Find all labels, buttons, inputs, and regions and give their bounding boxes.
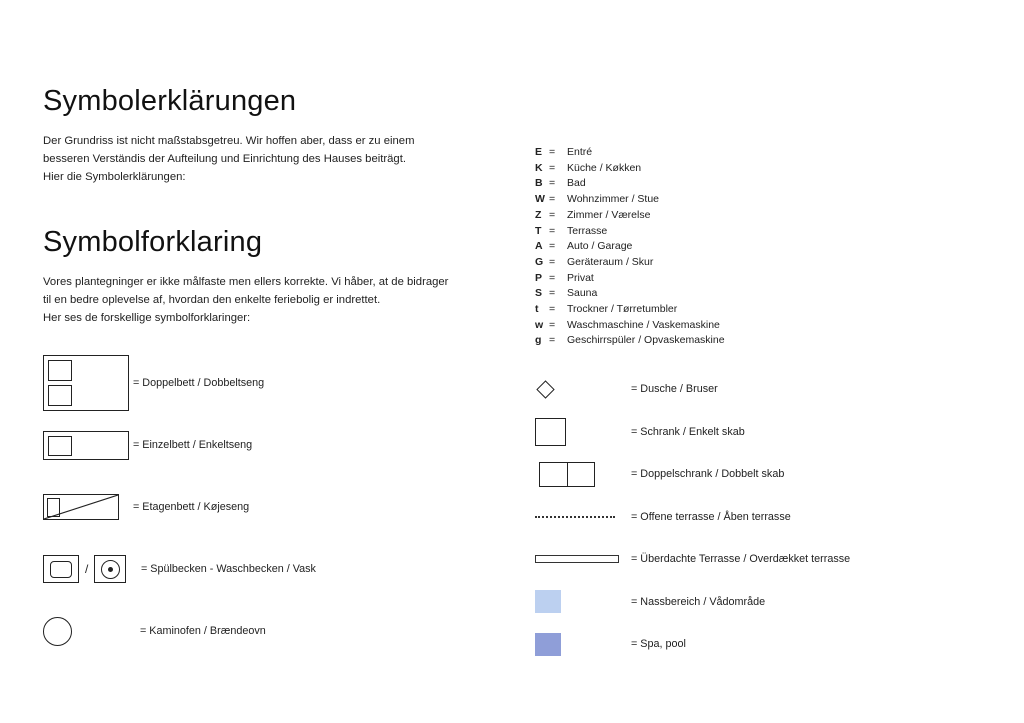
abbreviation-row — [535, 145, 975, 161]
legend-label: = Etagenbett / Køjeseng — [133, 501, 250, 513]
abbr-equals: = — [549, 193, 556, 206]
legend-item-shower — [535, 368, 995, 411]
abbreviation-row — [535, 208, 975, 224]
abbr-equals: = — [549, 240, 556, 253]
legend-item-spa-pool — [535, 623, 995, 666]
legend-label: = Offene terrasse / Åben terrasse — [631, 510, 791, 523]
bunk-bed-diagonal-icon — [44, 495, 118, 519]
legend-text-column — [43, 85, 513, 331]
abbreviation-row — [535, 286, 975, 302]
legend-label: = Spa, pool — [631, 638, 686, 651]
abbr-key: G — [535, 255, 544, 268]
legend-label: = Kaminofen / Brændeovn — [140, 625, 266, 637]
shower-icon — [535, 383, 631, 396]
legend-label: = Dusche / Bruser — [631, 383, 718, 396]
wood-stove-icon — [43, 603, 133, 659]
wet-area-swatch-icon — [535, 590, 631, 613]
abbr-equals: = — [549, 224, 556, 237]
legend-label: = Schrank / Enkelt skab — [631, 425, 745, 438]
abbr-key: E — [535, 146, 543, 158]
abbreviation-row — [535, 161, 975, 177]
left-symbol-list — [43, 352, 513, 662]
abbr-key: P — [535, 271, 543, 284]
abbr-equals: = — [549, 161, 556, 174]
abbr-key: S — [535, 287, 543, 300]
abbr-value: Wohnzimmer / Stue — [567, 193, 660, 206]
covered-terrace-icon — [535, 555, 631, 563]
abbr-value: Zimmer / Værelse — [567, 208, 651, 221]
intro-de-line-1: Der Grundriss ist nicht maßstabsgetreu. Wir hoffen aber, dass er zu einem — [43, 135, 415, 147]
abbr-key: W — [535, 193, 545, 206]
single-bed-icon — [43, 417, 133, 473]
legend-label: = Doppelschrank / Dobbelt skab — [631, 468, 785, 481]
abbr-value: Entré — [567, 146, 593, 158]
legend-item-wood-stove — [43, 600, 513, 662]
legend-label: = Überdachte Terrasse / Overdækket terrasse — [631, 553, 851, 566]
legend-label: = Nassbereich / Vådområde — [631, 595, 766, 608]
legend-item-single-bed — [43, 414, 513, 476]
abbreviation-row — [535, 302, 975, 318]
intro-da-line-3: Her ses de forskellige symbolforklaringer: — [43, 312, 251, 324]
sink-icon — [43, 541, 133, 597]
abbr-equals: = — [549, 208, 556, 221]
abbr-equals: = — [549, 334, 556, 347]
double-bed-icon — [43, 355, 133, 411]
abbr-key: Z — [535, 208, 542, 221]
intro-da-line-1: Vores plantegninger er ikke målfaste men ellers korrekte. Vi håber, at de bidrager — [43, 276, 449, 288]
legend-item-wet-area — [535, 581, 995, 624]
right-symbol-list — [535, 368, 995, 666]
abbreviation-list — [535, 145, 975, 349]
abbreviation-row — [535, 271, 975, 287]
abbreviation-row — [535, 224, 975, 240]
abbr-value: Waschmaschine / Vaskemaskine — [567, 318, 720, 331]
legend-item-double-bed — [43, 352, 513, 414]
intro-de-line-3: Hier die Symbolerklärungen: — [43, 171, 186, 183]
legend-item-sink — [43, 538, 513, 600]
abbr-equals: = — [549, 177, 556, 190]
abbr-equals: = — [549, 318, 556, 331]
abbr-equals: = — [549, 255, 556, 268]
abbr-value: Bad — [567, 177, 586, 190]
abbr-equals: = — [549, 303, 556, 316]
legend-item-covered-terrace — [535, 538, 995, 581]
abbr-equals: = — [549, 271, 556, 284]
abbreviation-row — [535, 192, 975, 208]
abbr-key: K — [535, 161, 543, 174]
open-terrace-icon — [535, 516, 631, 518]
spa-pool-swatch-icon — [535, 633, 631, 656]
abbreviation-row — [535, 255, 975, 271]
abbr-value: Geschirrspüler / Opvaskemaskine — [567, 334, 725, 347]
single-cabinet-icon — [535, 418, 631, 446]
legend-label: = Einzelbett / Enkeltseng — [133, 439, 253, 451]
abbr-value: Geräteraum / Skur — [567, 255, 654, 268]
abbreviation-row — [535, 318, 975, 334]
abbr-key: g — [535, 334, 542, 347]
abbr-key: B — [535, 177, 543, 190]
intro-paragraph-danish — [43, 273, 493, 327]
abbr-value: Trockner / Tørretumbler — [567, 303, 678, 316]
abbreviation-row — [535, 239, 975, 255]
legend-item-open-terrace — [535, 496, 995, 539]
slash-separator: / — [85, 562, 89, 576]
bunk-bed-icon — [43, 479, 133, 535]
intro-de-line-2: besseren Verständis der Aufteilung und Einrichtung des Hauses beiträgt. — [43, 153, 406, 165]
abbr-key: t — [535, 303, 539, 316]
abbr-key: w — [535, 318, 544, 331]
legend-item-single-cabinet — [535, 411, 995, 454]
intro-da-line-2: til en bedre oplevelse af, hvordan den enkelte feriebolig er indrettet. — [43, 294, 381, 306]
double-cabinet-icon — [535, 462, 631, 487]
intro-paragraph-german — [43, 132, 493, 186]
abbr-value: Privat — [567, 271, 594, 284]
abbr-equals: = — [549, 146, 556, 158]
abbr-value: Terrasse — [567, 224, 608, 237]
page-title-german: Symbolerklärungen — [43, 85, 297, 117]
legend-item-bunk-bed — [43, 476, 513, 538]
abbr-key: A — [535, 240, 543, 253]
legend-label: = Spülbecken - Waschbecken / Vask — [141, 563, 316, 575]
abbr-equals: = — [549, 287, 556, 300]
abbreviation-row — [535, 333, 975, 349]
abbr-value: Sauna — [567, 287, 598, 300]
page-title-danish: Symbolforklaring — [43, 226, 263, 258]
legend-item-double-cabinet — [535, 453, 995, 496]
abbr-value: Küche / Køkken — [567, 161, 642, 174]
abbreviation-row — [535, 176, 975, 192]
abbr-key: T — [535, 224, 542, 237]
abbr-value: Auto / Garage — [567, 240, 633, 253]
legend-label: = Doppelbett / Dobbeltseng — [133, 377, 265, 389]
